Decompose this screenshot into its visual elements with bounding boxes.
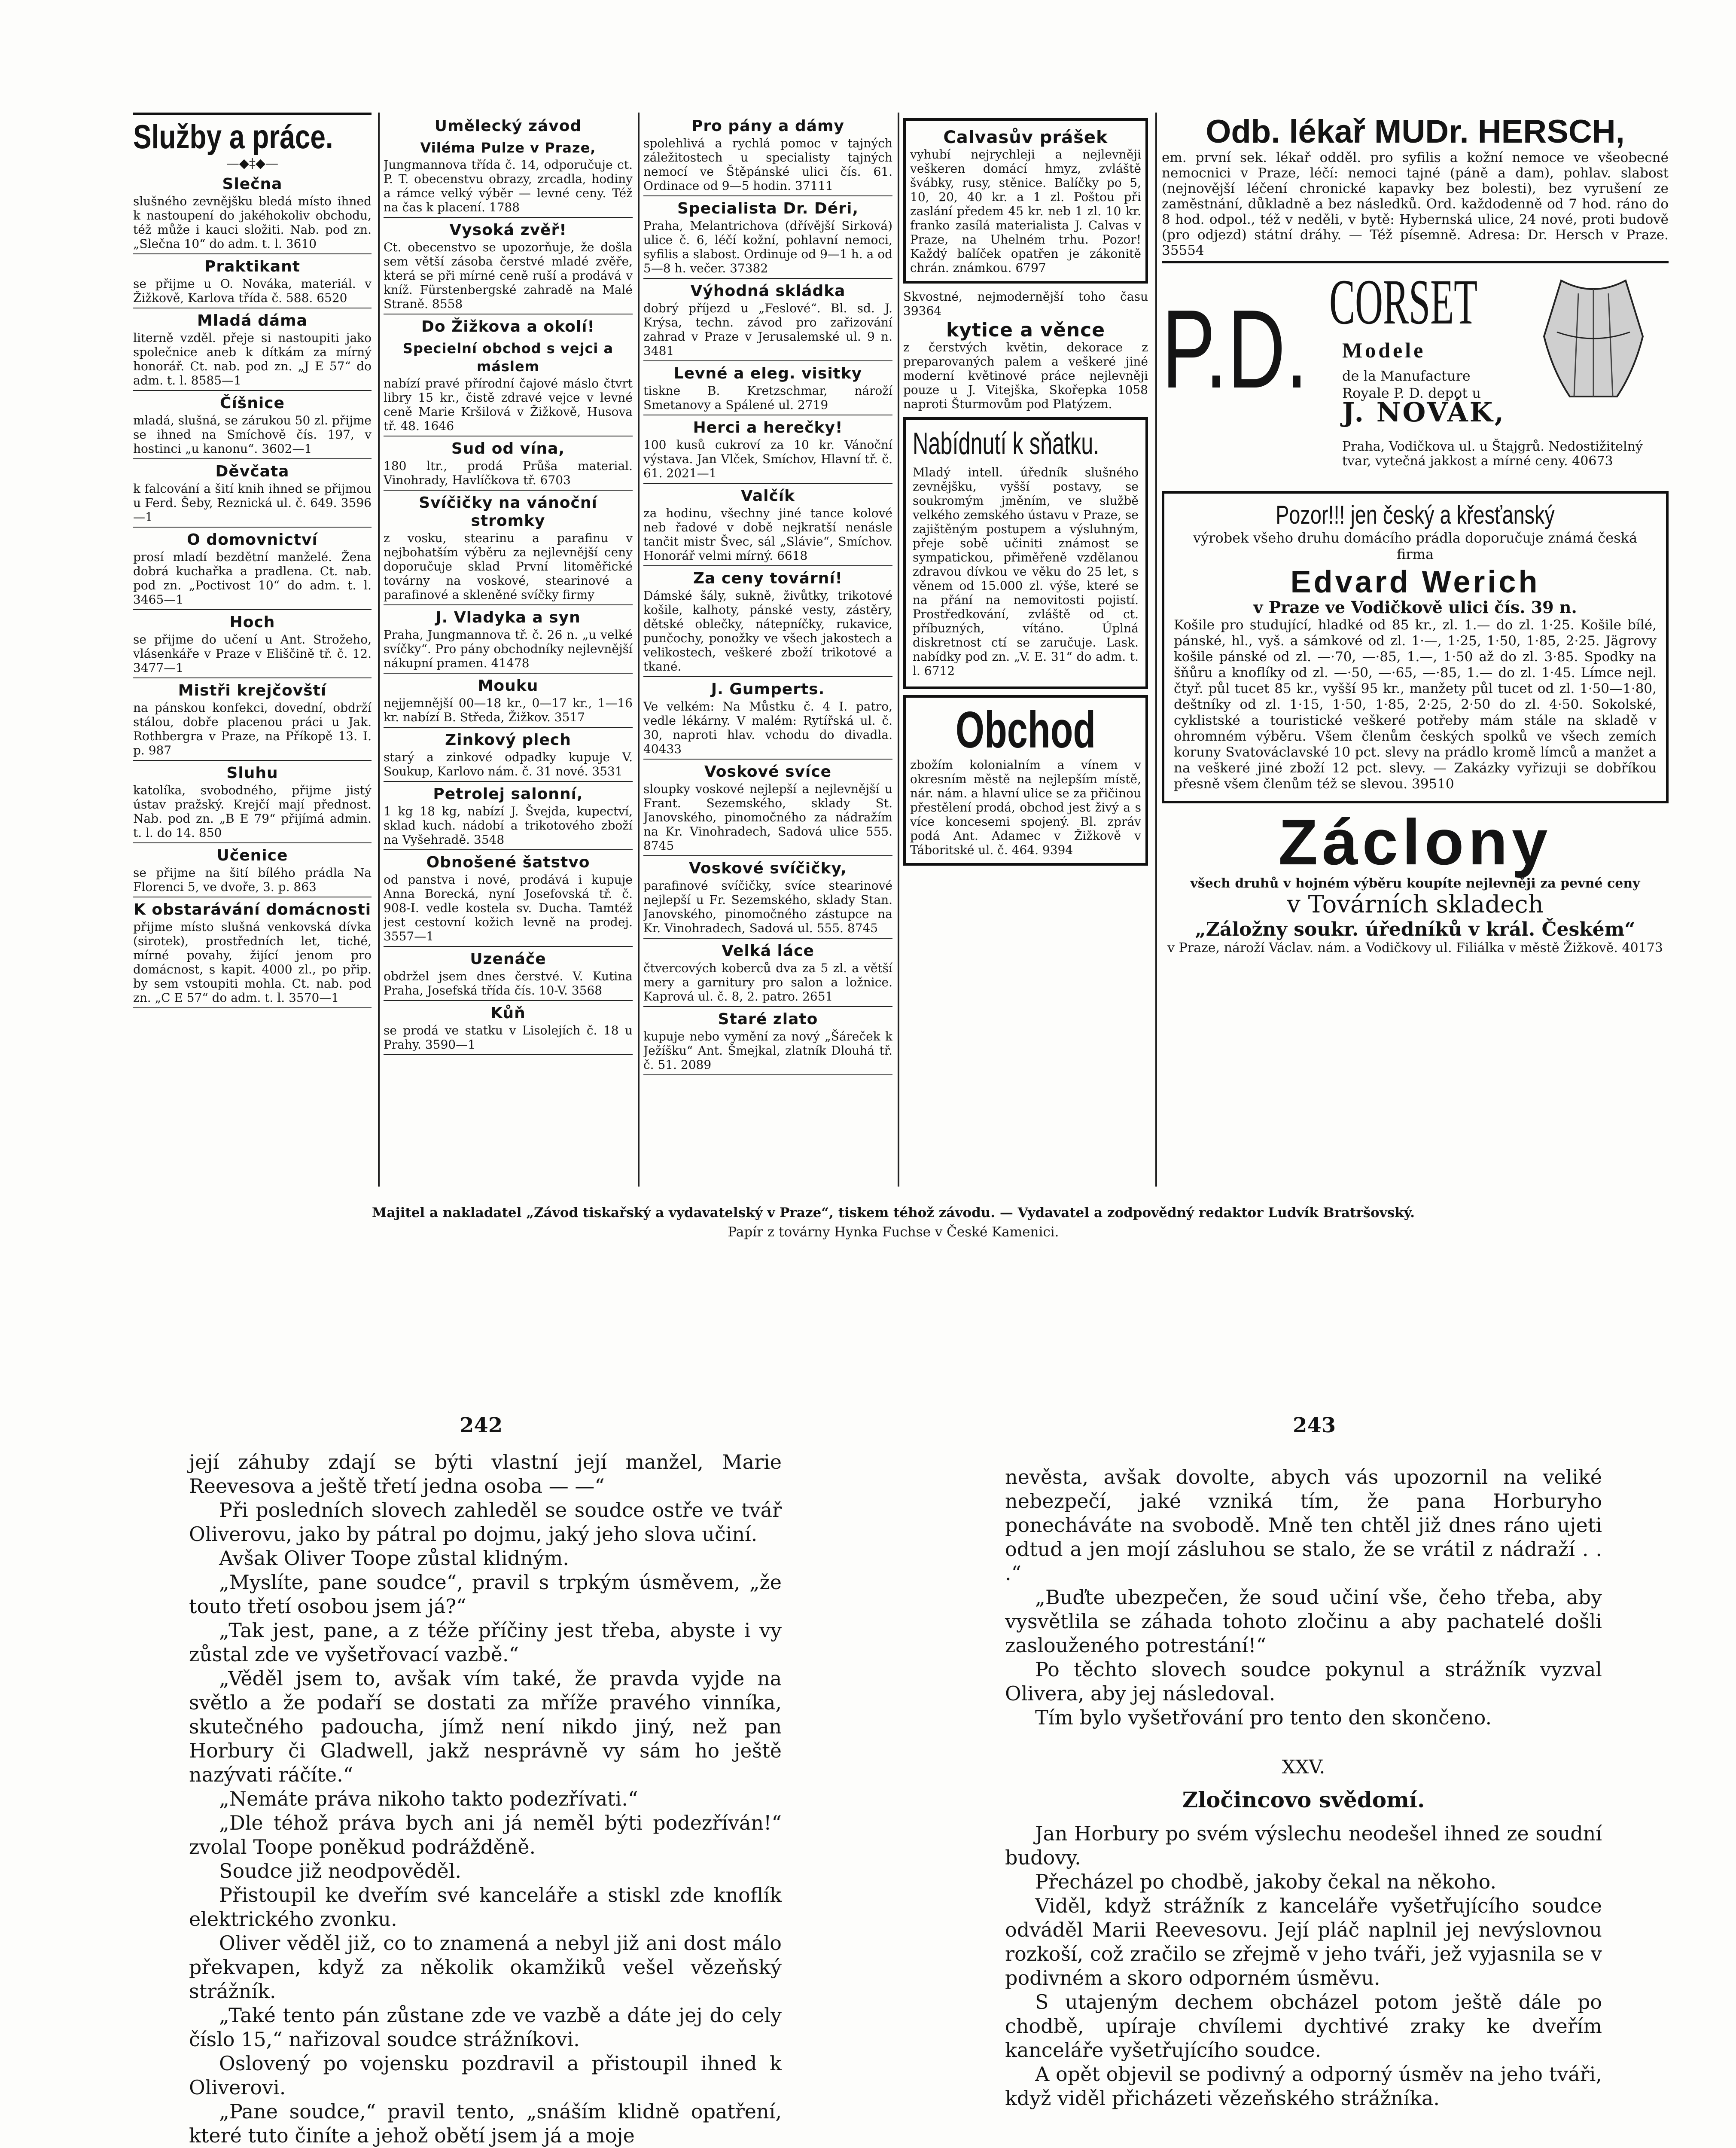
col2-ad: [384, 609, 633, 674]
column-4-ads: [903, 114, 1148, 1188]
col3-ad: [643, 200, 892, 279]
ad-separator: [643, 676, 892, 677]
column-services: [133, 116, 372, 1190]
col3-ad: [643, 1010, 892, 1075]
zaclony-ad: [1162, 808, 1669, 955]
ornament: —◆‡◆—: [226, 156, 279, 171]
services-ad-head: Praktikant: [204, 258, 300, 275]
snatek-ad: [903, 417, 1148, 689]
paragraph: „Myslíte, pane soudce“, pravil s trpkým úsměvem, „že touto třetí osobou jsem já?“: [189, 1571, 782, 1618]
ad-separator: [643, 1074, 892, 1075]
services-ad-text: přijme místo slušná venkovská dívka (sirotek), prostředních let, tiché, mírné povahy, žijící jenom pro domácnost, s kapit. 4000 zl., po přip. by sem vstoupiti mohla. Ct. nab. pod zn. „C E 57“ do adm. t. l. 3570—1: [133, 920, 372, 1005]
ad-separator: [384, 727, 633, 728]
calvas-text: vyhubí nejrychleji a nejlevněji veškeren domácí hmyz, zvláště švábky, rusy, stěnice. Balíčky po 5, 10, 20, 40 kr. a 1 zl. Poštou při zaslání předem 45 kr. neb 1 zl. 10 kr. franko zasílá materialista J. Calvas v Praze, na Uhelném trhu. Pozor! Každý balíček opatřen je zákonitě chrán. známkou. 6797: [910, 147, 1141, 275]
col3-ad-head: Pro pány a dámy: [691, 117, 844, 135]
hersch-ad: [1162, 114, 1669, 258]
ad-separator: [384, 604, 633, 605]
page-number-243: 243: [1293, 1413, 1336, 1437]
corset-text: Praha, Vodičkova ul. u Štajgrů. Nedostižitelný tvar, vytečná jakkost a mírné ceny. 40673: [1342, 439, 1643, 469]
ad-separator: [643, 278, 892, 279]
col3-ad-head: Voskové svíce: [704, 763, 832, 781]
col2-ad-text: Jungmannova třída č. 14, odporučuje ct. P. T. obecenstvu obrazy, zrcadla, hodiny a rámce velký výběr — levné ceny. Též na čas k placení. 1788: [384, 158, 633, 214]
services-ad-text: slušného zevnějšku bledá místo ihned k nastoupení do jakéhokoliv obchodu, též může i kauci složiti. Nab. pod zn. „Slečna 10“ do adm. t. l. 3610: [133, 194, 372, 251]
col3-ad: [643, 680, 892, 760]
ad-separator: [384, 781, 633, 782]
werich-text: Košile pro studující, hladké od 85 kr., zl. 1.— do zl. 1·25. Košile bílé, pánské, hl., vyš. a sámkové od zl. 1·—, 1·25, 1·50, 1·85, 2·25. Jägrovy košile pánské od zl. —·70, —·85, 1.—, 1·50 až do zl. 3·85. Spodky na šňůru a knoflíky od zl. —·50, —·65, —·85, 1.— do zl. 1·45. Límce nejl. čtyř. půl tucet 85 kr., vyšší 95 kr., manžety půl tucet od zl. 1·50—1·80, deštníky od zl. 1·15, 1·50, 1·85, 2·25, 2·50 do zl. 4·50. Sokolské, cyklistské a touristické veškeré potřeby mám stále na skladě v ohromném výběru. Všem členům českých spolků ve všech zemích koruny Svatováclavské 10 pct. slevy na prádlo kromě límců a manžet a na veškeré jiné zboží 12 pct. slevy. — Zakázky vyřizuji se dobříkou přesně všem členům též se slevou. 39510: [1174, 617, 1657, 792]
services-ad-text: literně vzděl. přeje si nastoupiti jako společnice aneb k dítkám za mírný honorář. Ct. nab. pod zn. „J E 57“ do adm. t. l. 8585—1: [133, 331, 372, 387]
col3-ad: [643, 487, 892, 566]
zaclony-text2: v Továrních skladech: [1287, 891, 1544, 918]
imprint-line2: Papír z továrny Hynka Fuchse v České Kamenici.: [728, 1224, 1059, 1240]
ad-separator: [133, 527, 372, 528]
page-number-242: 242: [460, 1413, 503, 1437]
services-ad-text: se přijme na šití bílého prádla Na Florenci 5, ve dvoře, 3. p. 863: [133, 866, 372, 894]
paragraph: Jan Horbury po svém výslechu neodešel ihned ze soudní budovy.: [1005, 1822, 1602, 1869]
col3-ad-text: parafinové svíčičky, svíce stearinové nejlepší u Fr. Sezemského, sklady Stan. Janovského, pinomočného zástupce na Kr. Vinohradech, Sadová ul. 555. 8745: [643, 879, 892, 935]
services-ad-head: Sluhu: [226, 764, 278, 782]
column-divider: [1155, 113, 1157, 1187]
hersch-text: em. první sek. lékař odděl. pro syfilis a kožní nemoce ve všeobecné nemocnici v Praze, léčí: nemoci tajné (páně a dam), pohlav. slabost (nejnovější léčení chronické kapavky bez bolesti), bez vyrušení ze zaměstnání, důkladně a bez následků. Ord. každodenně od 7 hod. ráno do 8 hod. odpol., též v neděli, v bytě: Hybernská ulice, 24 nové, proti budově (pro odjezd) státní dráhy. — Též písemně. Adresa: Dr. Hersch v Praze. 35554: [1162, 150, 1669, 258]
col3-ad: [643, 570, 892, 677]
werich-head: Pozor!!! jen český a křesťanský: [1276, 500, 1555, 529]
services-ad: [133, 531, 372, 610]
col3-ad: [643, 419, 892, 484]
col3-ad-text: sloupky voskové nejlepší a nejlevnější u Frant. Sezemského, sklady St. Janovského, pinomočného za nádražím na Kr. Vinohradech, Sadová ulice 555. 8745: [643, 782, 892, 853]
col2-ad: [384, 785, 633, 850]
pd-logo: P.D.: [1162, 287, 1308, 412]
ad-separator: [384, 946, 633, 947]
paragraph: Soudce již neodpověděl.: [219, 1859, 462, 1883]
paragraph: Oslovený po vojensku pozdravil a přistoupil ihned k Oliverovi.: [189, 2052, 782, 2099]
col2-ad-text: starý a zinkové odpadky kupuje V. Soukup, Karlovo nám. č. 31 nové. 3531: [384, 750, 633, 778]
paragraph: „Tak jest, pane, a z téže příčiny jest třeba, abyste i vy zůstal zde ve vyšetřovací vazbě.“: [189, 1619, 782, 1666]
col2-ad-text: od panstva i nové, prodává i kupuje Anna Borecká, nyní Josefovská tř. č. 908-I. vedle kostela sv. Ducha. Tamtéž jest cestovní kožich levně na prodej. 3557—1: [384, 873, 633, 943]
col2-ad-head: Sud od vína,: [451, 440, 565, 458]
col3-ad-head: Herci a herečky!: [693, 419, 843, 436]
paragraph: „Také tento pán zůstane zde ve vazbě a dáte jej do cely číslo 15,“ nařizoval soudce strážníkovi.: [189, 2004, 782, 2051]
novak: J. NOVÁK,: [1342, 397, 1506, 428]
zaclony-text1: všech druhů v hojném výběru koupíte nejlevněji za pevné ceny: [1190, 876, 1640, 891]
paragraph: Po těchto slovech soudce pokynul a strážník vyzval Olivera, aby jej následoval.: [1005, 1658, 1602, 1705]
paragraph: „Pane soudce,“ pravil tento, „snáším klidně opatření, které tuto činíte a jehož obětí jsem já a moje: [189, 2100, 782, 2147]
services-ad: [133, 764, 372, 843]
col2-ad-head: Uzenáče: [470, 950, 546, 968]
col2-ad-text: 1 kg 18 kg, nabízí J. Švejda, kupectví, sklad kuch. nádobí a trikotového zboží na Vyšehradě. 3548: [384, 804, 633, 847]
col3-ad-head: Levné a eleg. visitky: [673, 365, 862, 382]
ad-separator: [643, 195, 892, 196]
paragraph: S utajeným dechem obcházel potom ještě dále po chodbě, upíraje chvílemi dychtivé zraky ke dveřím kanceláře vyšetřujícího soudce.: [1005, 1990, 1602, 2062]
col3-ad-list: [643, 117, 892, 1075]
col2-ad-head: Do Žižkova a okolí!: [421, 318, 595, 336]
corset-line2: Royale P. D. depot u: [1342, 385, 1481, 401]
col2-ad-text: nejjemnější 00—18 kr., 0—17 kr., 1—16 kr. nabízí B. Středa, Žižkov. 3517: [384, 696, 633, 724]
col2-ad-text: Ct. obecenstvo se upozorňuje, že došla sem větší zásoba čerstvé mladé zvěře, která se při mírné ceně ruší a prodává v kníž. Fürstenbergské zahradě na Malé Straně. 8558: [384, 240, 633, 311]
col2-ad-head: Petrolej salonní,: [433, 785, 583, 803]
page-243-top: [1005, 1465, 1602, 1730]
ad-separator: [643, 360, 892, 361]
snatek-text: Mladý intell. úředník slušného zevnějšku, vyšší postavy, se soukromým jměním, ve službě velkého zemského ústavu v Praze, se zajištěným postupem a výsluhným, přeje sobě učiniti známost se sympatickou, přiměřeně vzdělanou zdravou dívkou ve věku do 25 let, s věnem od 15.000 zl. výše, které se na přání na nemovitosti pojistí. Prostředkování, zvláště od ct. příbuzných, vítáno. Úplná diskretnost ctí se zaručuje. Lask. nabídky pod zn. „V. E. 31“ do adm. t. l. 6712: [913, 465, 1139, 678]
services-ad: [133, 394, 372, 459]
paragraph: její záhuby zdají se býti vlastní její manžel, Marie Reevesova a ještě třetí jedna osoba — —“: [189, 1450, 782, 1498]
services-ad: [133, 258, 372, 308]
col3-ad: [643, 282, 892, 361]
col3-ad-head: Staré zlato: [718, 1010, 818, 1028]
col3-ad-text: tiskne B. Kretzschmar, nároží Smetanovy a Spálené ul. 2719: [643, 384, 892, 412]
services-ad: [133, 847, 372, 897]
col2-ad: [384, 1004, 633, 1055]
ad-separator: [384, 1054, 633, 1055]
services-ad-head: K obstarávání domácnosti: [133, 901, 372, 918]
chapter-number: XXV.: [1282, 1756, 1325, 1778]
ad-separator: [133, 677, 372, 678]
ad-separator: [384, 490, 633, 491]
chapter-title: Zločincovo svědomí.: [1182, 1787, 1425, 1812]
col3-ad-text: Ve velkém: Na Můstku č. 4 I. patro, vedle lékárny. V malém: Rytířská ul. č. 30, naproti hlav. vchodu do divadla. 40433: [643, 699, 892, 756]
corset-ad: [1162, 263, 1669, 487]
paragraph: Viděl, když strážník z kanceláře vyšetřujícího soudce odváděl Marii Reevesovu. Její pláč naplnil jej nevýslovnou rozkoší, což zračilo se zřejmě v jeho tváři, jež vyjasnila se v podivném a skoro odporném úsměvu.: [1005, 1894, 1602, 1989]
col3-ad-head: Specialista Dr. Déri,: [677, 200, 859, 217]
zaclony-text3: „Záložny soukr. úředníků v král. Českém“: [1195, 918, 1635, 940]
col2-ad: [384, 731, 633, 782]
col2-ad: [384, 318, 633, 436]
col2-ad-head: Umělecký závod: [434, 117, 582, 135]
paragraph: Přecházel po chodbě, jakoby čekal na někoho.: [1035, 1870, 1497, 1893]
column-5-ads: [1162, 114, 1669, 1188]
paragraph: „Dle téhož práva bych ani já neměl býti podezříván!“ zvolal Toope poněkud podrážděně.: [189, 1811, 782, 1858]
paragraph: „Věděl jsem to, avšak vím také, že pravda vyjde na světlo a že podaří se dostati za mříže pravého vinníka, skutečného padoucha, jímž není nikdo jiný, než pan Horbury či Gladwell, jakž nesprávně vy sám ho ještě nazývati ráčíte.“: [189, 1667, 782, 1786]
services-ad-text: prosí mladí bezdětní manželé. Žena dobrá kuchařka a pradlena. Ct. nab. pod zn. „Poctivost 10“ do adm. t. l. 3465—1: [133, 550, 372, 607]
col2-ad-text: 180 ltr., prodá Průša material. Vinohrady, Havlíčkova tř. 6703: [384, 459, 633, 487]
services-ad-text: katolíka, svobodného, přijme jistý ústav pražský. Krejčí mají přednost. Nab. pod zn. „B E 79“ přijímá admin. t. l. do 14. 850: [133, 783, 372, 840]
col3-ad-head: Za ceny tovární!: [693, 570, 843, 587]
services-ad-text: se přijme u O. Nováka, materiál. v Žižkově, Karlova třída č. 588. 6520: [133, 277, 372, 305]
col2-ad-head: Kůň: [490, 1004, 526, 1022]
services-ad-text: mladá, slušná, se zárukou 50 zl. přijme se ihned na Smíchově čís. 197, v hostinci „u kanonu“. 3602—1: [133, 413, 372, 456]
col2-ad-text: nabízí pravé přírodní čajové máslo čtvrt libry 15 kr., čistě zdravé vejce v levné ceně Marie Kršilová v Žižkově, Husova tř. 48. 1646: [384, 376, 633, 433]
ad-separator: [384, 1000, 633, 1001]
services-ad: [133, 463, 372, 528]
page-243-text: [1005, 1465, 1602, 2110]
kytice-pre: Skvostné, nejmodernější toho času 39364: [903, 290, 1148, 318]
ad-separator: [133, 390, 372, 391]
ad-separator: [643, 1006, 892, 1007]
ad-separator: [384, 217, 633, 218]
imprint-line1: Majitel a nakladatel „Závod tiskařský a vydavatelský v Praze“, tiskem téhož závodu. — Vydavatel a zodpovědný redaktor Ludvík Bratršovský.: [372, 1205, 1415, 1220]
services-ad-head: O domovnictví: [187, 531, 318, 549]
ad-separator: [133, 1007, 372, 1008]
col3-ad-text: čtvercových koberců dva za 5 zl. a větší mery a garnitury pro salon a ložnice. Kaprová ul. č. 8, 2. patro. 2651: [643, 961, 892, 1004]
ad-separator: [384, 673, 633, 674]
col3-ad-head: J. Gumperts.: [711, 680, 825, 698]
snatek-head: Nabídnutí k sňatku.: [913, 427, 1099, 461]
ad-separator: [643, 759, 892, 760]
werich-intro: výrobek všeho druhu domácího prádla doporučuje známá česká firma: [1193, 530, 1638, 562]
col2-ad-text: se prodá ve statku v Lisolejích č. 18 u Prahy. 3590—1: [384, 1023, 633, 1052]
paragraph: „Nemáte práva nikoho takto podezřívati.“: [219, 1787, 638, 1810]
col2-ad: [384, 494, 633, 605]
obchod-text: zbožím kolonialním a vínem v okresním městě na nejlepším místě, nár. nám. a hlavní ulice se za přičinou přestělení prodá, obchod jest živý a s více koncesemi spojený. Bl. zpráv podá Ant. Adamec v Žižkově v Táboritské ul. č. 464. 9394: [910, 758, 1142, 857]
col3-ad-head: Voskové svíčičky,: [689, 860, 847, 877]
services-ad-head: Slečna: [222, 175, 283, 193]
col3-ad-head: Velká láce: [722, 942, 814, 960]
paragraph: „Buďte ubezpečen, že soud učiní vše, čeho třeba, aby vysvětlila se záhada tohoto zločinu a aby pachatelé došli zaslouženého potrestání!“: [1005, 1586, 1602, 1657]
paragraph: Při posledních slovech zahleděl se soudce ostře ve tvář Oliverovu, jako by pátral po dojmu, jaký jeho slova učiní.: [189, 1498, 782, 1546]
paragraph: Oliver věděl již, co to znamená a nebyl již ani dost málo překvapen, když za několik okamžiků vešel vězeňský strážník.: [189, 1931, 782, 2003]
calvas-head: Calvasův prášek: [943, 128, 1108, 147]
col3-ad-text: za hodinu, všechny jiné tance kolové neb řadové v době nejkratší nenásle tančit mistr Švec, sál „Slávie“, Smíchov. Honorář velmi mírný. 6618: [643, 506, 892, 563]
col2-ad: [384, 440, 633, 491]
services-ad-head: Mladá dáma: [197, 312, 308, 330]
werich-addr: v Praze ve Vodičkově ulici čís. 39 n.: [1253, 598, 1577, 617]
ad-separator: [384, 849, 633, 850]
paragraph: Avšak Oliver Toope zůstal klidným.: [219, 1547, 569, 1570]
col2-ad-head: Mouku: [478, 677, 539, 695]
col3-ad-text: spolehlivá a rychlá pomoc v tajných záležitostech u specialisty tajných nemocí ve Štěpánské ulici čís. 61. Ordinace od 9—5 hodin. 37111: [643, 136, 892, 193]
zaclony-text4: v Praze, nároží Václav. nám. a Vodičkovy ul. Filiálka v městě Žižkově. 40173: [1167, 940, 1663, 955]
obchod-ad: [903, 695, 1148, 866]
col3-ad: [643, 763, 892, 856]
services-ad: [133, 682, 372, 761]
services-title: Služby a práce.: [133, 118, 333, 156]
werich-name: Edvard Werich: [1290, 565, 1540, 599]
column-3-ads: [643, 114, 892, 1188]
col3-ad: [643, 365, 892, 415]
col3-ad-text: Dámské šály, sukně, živůtky, trikotové košile, kalhoty, pánské vesty, zástěry, dětské oblečky, nátepníčky, rukavice, punčochy, ponožky ve všech jakostech a velikostech, veškeré zboží trikotové a tkané.: [643, 589, 892, 674]
col2-ad-text: z vosku, stearinu a parafinu v nejbohatším výběru za nejlevnější ceny doporučuje sklad První litoměřické továrny na voskové, stearinové a parafinové a skleněné svíčky firmy: [384, 531, 633, 602]
ad-separator: [643, 938, 892, 939]
col2-ad-head: Obnošené šatstvo: [426, 854, 590, 871]
corset-line1: de la Manufacture: [1342, 368, 1471, 384]
col2-ad-subhead: Specielní obchod s vejci a máslem: [402, 340, 614, 375]
col2-ad-text: obdržel jsem dnes čerstvé. V. Kutina Praha, Josefská třída čís. 10-V. 3568: [384, 969, 633, 998]
col2-ad-head: Svíčičky na vánoční stromky: [419, 494, 597, 530]
col3-ad-text: kupuje nebo vymění za nový „Šáreček k Ježíšku“ Ant. Šmejkal, zlatník Dlouhá tř. č. 51. 2089: [643, 1029, 892, 1072]
services-ad-head: Učenice: [216, 847, 288, 864]
ad-separator: [133, 458, 372, 459]
ad-separator: [133, 253, 372, 254]
top-rule-col1: [133, 113, 372, 115]
column-divider: [638, 113, 640, 1187]
corset-image: [1531, 272, 1656, 401]
hersch-head: Odb. lékař MUDr. HERSCH,: [1206, 114, 1625, 150]
services-ad-list: [133, 175, 372, 1008]
col2-ad: [384, 221, 633, 314]
kytice-text: z čerstvých květin, dekorace z preparovaných palem a veškeré jiné moderní květinové práce nejlevněji pouze u J. Vitejška, Skořepka 1058 naproti Šturmovům pod Platýzem.: [903, 340, 1148, 411]
modele: Modele: [1342, 338, 1426, 362]
column-divider: [378, 113, 380, 1187]
col3-ad: [643, 117, 892, 196]
paragraph: Přistoupil ke dveřím své kanceláře a stiskl zde knoflík elektrického zvonku.: [189, 1883, 782, 1931]
services-ad-head: Číšnice: [220, 394, 285, 412]
page-242-text: [189, 1450, 782, 2148]
services-ad-text: k falcování a šití knih ihned se přijmou u Ferd. Šeby, Reznická ul. č. 649. 3596—1: [133, 482, 372, 524]
services-ad: [133, 312, 372, 391]
ad-separator: [643, 483, 892, 484]
col2-ad-head: Zinkový plech: [445, 731, 571, 749]
col2-ad-head: J. Vladyka a syn: [436, 609, 581, 626]
ad-separator: [643, 565, 892, 566]
services-ad-text: se přijme do učení u Ant. Strožeho, vlásenkáře v Praze v Eliščině tř. č. 12. 3477—1: [133, 632, 372, 675]
col2-ad-subhead: Viléma Pulze v Praze,: [420, 140, 596, 156]
obchod-head: Obchod: [955, 701, 1096, 759]
paragraph: Tím bylo vyšetřování pro tento den skončeno.: [1035, 1706, 1492, 1729]
col2-ad-text: Praha, Jungmannova tř. č. 26 n. „u velké svíčky“. Pro pány obchodníky nejlevnější nákupní pramen. 41478: [384, 628, 633, 670]
column-2-ads: [384, 114, 633, 1188]
col3-ad-text: Praha, Melantrichova (dřívější Sirková) ulice č. 6, léčí kožní, pohlavní nemoci, syfilis a slabost. Ordinuje od 9—1 h. a od 5—8 h. večer. 37382: [643, 219, 892, 275]
ad-separator: [133, 842, 372, 843]
ad-separator: [643, 855, 892, 856]
col3-ad: [643, 860, 892, 939]
paragraph: nevěsta, avšak dovolte, abych vás upozornil na veliké nebezpečí, jaké vzniká tím, že pana Horburyho ponecháváte na svobodě. Mně ten chtěl již dnes ráno ujeti odtud a jen mojí zásluhou se stalo, že se vrátil z nádraží . . .“: [1005, 1465, 1602, 1585]
column-divider: [898, 113, 899, 1187]
col3-ad-text: dobrý příjezd u „Feslové“. Bl. sd. J. Krýsa, techn. závod pro zařizování zahrad v Praze v Jerusalemské ul. 9 n. 3481: [643, 301, 892, 358]
services-ad: [133, 613, 372, 678]
paragraph: A opět objevil se podivný a odporný úsměv na jeho tváři, když viděl přicházeti vězeňského strážníka.: [1005, 2063, 1602, 2110]
col2-ad: [384, 117, 633, 218]
services-ad: [133, 901, 372, 1008]
kytice-head: kytice a věnce: [946, 319, 1106, 341]
col3-ad-head: Výhodná skládka: [690, 282, 846, 300]
col3-ad: [643, 942, 892, 1007]
col2-ad-list: [384, 117, 633, 1055]
col2-ad: [384, 854, 633, 947]
services-ad: [133, 175, 372, 254]
col2-ad-head: Vysoká zvěř!: [449, 221, 567, 239]
services-ad-head: Děvčata: [215, 463, 289, 480]
services-ad-text: na pánskou konfekci, dovední, obdrží stálou, dobře placenou práci u Jak. Rothbergra v Praze, na Příkopě 13. I. p. 987: [133, 701, 372, 757]
ad-separator: [133, 760, 372, 761]
werich-ad: [1162, 491, 1669, 803]
corset-title: CORSET: [1329, 266, 1478, 338]
services-ad-head: Mistři krejčovští: [178, 682, 327, 699]
services-ad-head: Hoch: [229, 613, 275, 631]
page-243-bottom: [1005, 1822, 1602, 2110]
col2-ad: [384, 950, 633, 1001]
calvas-ad: [903, 118, 1148, 284]
col2-ad: [384, 677, 633, 728]
ad-separator: [133, 609, 372, 610]
col3-ad-text: 100 kusů cukroví za 10 kr. Vánoční výstava. Jan Vlček, Smíchov, Hlavní tř. č. 61. 2021—1: [643, 438, 892, 480]
col3-ad-head: Valčík: [740, 487, 795, 505]
zaclony-head: Záclony: [1278, 806, 1552, 878]
